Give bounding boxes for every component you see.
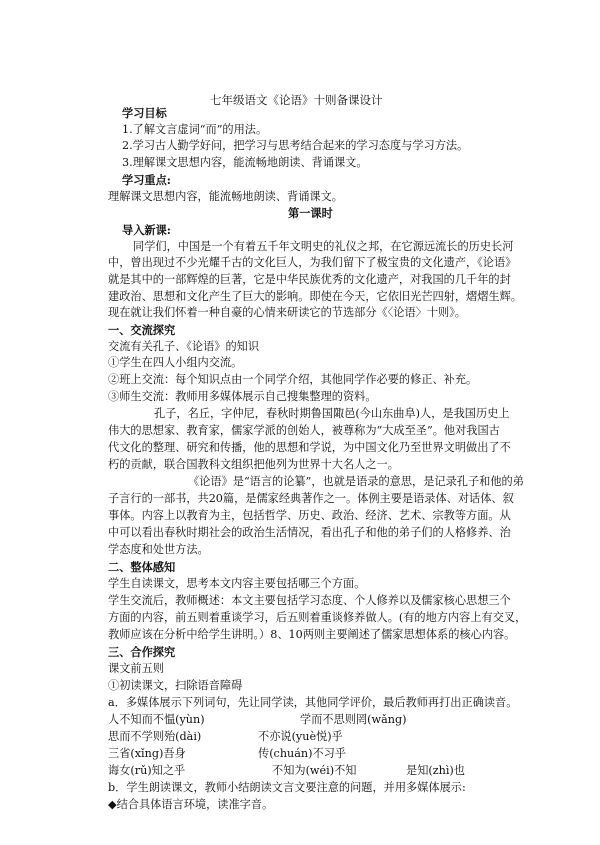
- lunyu-line: 子言行的一部书，共20篇，是儒家经典著作之一。体例主要是语录体、对话体、叙: [108, 492, 514, 505]
- objective-item: 2.学习古人勤学好问，把学习与思考结合起来的学习态度与学习方法。: [122, 139, 469, 152]
- section3-line: 课文前五则: [108, 662, 164, 675]
- keypoint-heading: 学习重点:: [122, 173, 171, 187]
- intro-line: 建政治、思想和文化产生了巨大的影响。即使在今天，它依旧光芒四射，熠熠生辉。: [108, 290, 522, 303]
- lunyu-line: 事体。内容上以教育为主，包括哲学、历史、政治、经济、艺术、宗教等方面。从: [108, 509, 511, 522]
- section2-line: 教师应该在分析中给学生讲明。）8、10两则主要阐述了儒家思想体系的核心内容。: [108, 628, 516, 641]
- section2-heading: 二、整体感知: [108, 560, 176, 574]
- section3-line: ①初读课文，扫除语音障碍: [108, 679, 243, 692]
- section1-line: ①学生在四人小组内交流。: [108, 356, 243, 369]
- pronunciation-item: 不知为(wéi)不知: [272, 764, 357, 777]
- lunyu-line: 中可以看出春秋时期社会的政治生活情况，看出孔子和他的弟子们的人格修养、治: [108, 526, 511, 539]
- pronunciation-item: 传(chuán)不习乎: [258, 747, 347, 760]
- section1-line: ②班上交流：每个知识点由一个同学介绍，其他同学作必要的修正、补充。: [108, 373, 478, 386]
- pronunciation-item: 是知(zhì)也: [406, 764, 465, 777]
- intro-line: 就是其中的一部辉煌的巨著，它是中华民族优秀的文化遗产，对我国的几千年的封: [108, 273, 511, 286]
- section3-line: a．多媒体展示下列词句，先让同学读，其他同学评价，最后教师再打出正确读音。: [108, 696, 518, 709]
- objectives-heading: 学习目标: [122, 106, 167, 120]
- section2-line: 学生自读课文，思考本文内容主要包括哪三个方面。: [108, 577, 366, 590]
- confucius-line: 伟大的思想家、教育家，儒家学派的创始人，被尊称为“大成至圣”。他对我国古: [108, 424, 500, 437]
- intro-line: 中，曾出现过不少光耀千古的文化巨人，为我们留下了极宝贵的文化遗产，《论语》: [108, 256, 517, 269]
- lunyu-line: 学态度和处世方法。: [108, 543, 209, 556]
- pronunciation-item: 思而不学则殆(dài): [108, 730, 202, 743]
- confucius-line: 代文化的整理、研究和传播，他的思想和学说，为中国文化乃至世界文明做出了不: [108, 441, 511, 454]
- pronunciation-item: 不亦说(yuè悦)乎: [258, 730, 343, 743]
- section1-heading: 一、交流探究: [108, 323, 176, 337]
- section2-line: 方面的内容，前五则着重谈学习，后五则着重谈修养做人。(有的地方内容上有交叉，: [108, 611, 527, 624]
- lesson-heading: 第一课时: [288, 206, 333, 220]
- section1-line: ③师生交流：教师用多媒体展示自己搜集整理的资料。: [108, 390, 377, 403]
- intro-line: 同学们，中国是一个有着五千年文明史的礼仪之邦，在它源远流长的历史长河: [133, 240, 514, 253]
- confucius-line: 孔子，名丘，字仲尼，春秋时期鲁国陬邑(今山东曲阜)人，是我国历史上: [154, 407, 510, 420]
- pronunciation-item: 诲女(rǔ)知之乎: [108, 764, 186, 777]
- intro-line: 现在就让我们怀着一种自豪的心情来研读它的节选部分《〈论语〉十则》。: [108, 306, 466, 319]
- objective-item: 3.理解课文思想内容，能流畅地朗读、背诵课文。: [122, 156, 368, 169]
- tail-line: b．学生朗读课文，教师小结朗读文言文要注意的问题，并用多媒体展示:: [108, 781, 466, 794]
- tail-line: ◆结合具体语言环境，读准字音。: [108, 798, 274, 811]
- pronunciation-item: 人不知而不愠(yùn): [108, 713, 205, 726]
- page-title: 七年级语文《论语》十则备课设计: [210, 93, 383, 107]
- lunyu-line: 《论语》是“语言的论纂”，也就是语录的意思，是记录孔子和他的弟: [188, 475, 524, 488]
- pronunciation-item: 三省(xǐng)吾身: [108, 747, 186, 760]
- section2-line: 学生交流后，教师概述：本文主要包括学习态度、个人修养以及儒家核心思想三个: [108, 594, 511, 607]
- pronunciation-item: 学而不思则罔(wǎng): [300, 713, 407, 726]
- intro-heading: 导入新课:: [122, 223, 171, 237]
- section1-line: 交流有关孔子、《论语》的知识: [108, 340, 260, 353]
- keypoint-text: 理解课文思想内容，能流畅地朗读、背诵课文。: [108, 190, 343, 203]
- objective-item: 1.了解文言虚词“而”的用法。: [122, 123, 268, 136]
- confucius-line: 朽的贡献，联合国教科文组织把他列为世界十大名人之一。: [108, 458, 399, 471]
- section3-heading: 三、合作探究: [108, 645, 176, 659]
